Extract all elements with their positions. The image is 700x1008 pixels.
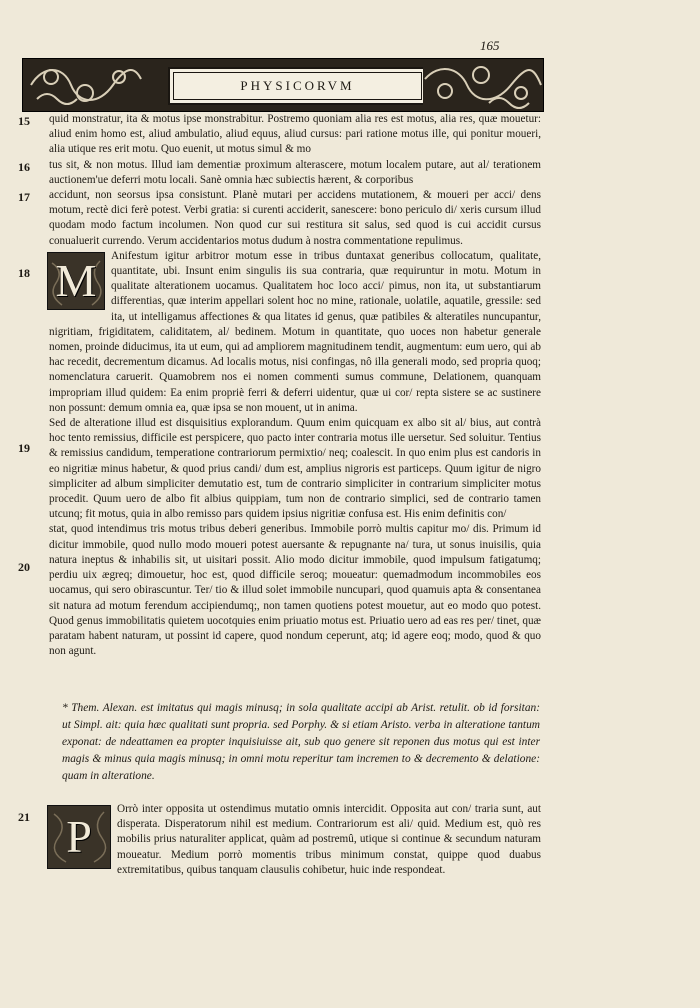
paragraph bbox=[49, 249, 541, 416]
paragraph: quid monstratur, ita & motus ipse monstrabitur. Postremo quoniam alia res est motus, alia res, quæ mouetur: aliud enim homo est, aliud ambulatio, aliud equus, aliud cursus: pari ratione motus ille, qui ponitur moueri, alia utique res erit motu. Quo euenit, ut motus simul & mo bbox=[49, 113, 541, 156]
margin-number: 17 bbox=[18, 190, 30, 204]
dropcap-p bbox=[47, 805, 111, 869]
paragraph: stat, quod intendimus tris motus tribus deberi generibus. Immobile porrò multis capitur mo/ dis. Primum id dicitur immobile, quod nullo modo moueri potest auersante & repugnante na/ tura, ut sonus inuisilis, quia natura ineptus & inhabilis sit, ut uisitari possit. Alio modo dicitur immobile, quod impulsum fatigatumq; perdiu uix ægreq; dimouetur, hoc est, quod difficile seroq; moueatur: quemadmodum incommobiles eos uocamus, qui sero obirascuntur. Ter/ tio & illud solet immobile nuncupari, quod quamuis apta & consentanea sit natura ad motum ferendum accipiendumq;, non tamen quotiens potest mouetur, aut eo modo quo potest. Quod genus immobilitatis quietem uocotquies enim priuatio motus est. Priuatio uero ad eas res per/ tinet, quæ paratam habent naturam, ut possint id capere, quod nondum ceperunt, atq; id agere eoq; modo, quod & quo non agunt. bbox=[49, 523, 541, 658]
annotation-note: * Them. Alexan. est imitatus qui magis minusq; in sola qualitate accipi ab Arist. retulit. ob id forsitan: ut Simpl. ait: quia hæc qualitati sunt propria. sed Porphy. & si etiam Aristo. verba in alteratione tantum exponat: de ndeattamen ea propter inquisiuisse ait, sub quo genere sit reponen dus motus qui est inter magis & minus quia magis minusq; in omni motu reperitur tam incremen to & decremento & delatione: quam in alteratione. bbox=[62, 702, 540, 782]
margin-number: 15 bbox=[18, 114, 30, 128]
paragraph: accidunt, non seorsus ipsa consistunt. Planè mutari per accidens mutationem, & moueri per acci/ dens motum, rectè dici ferè potest. Verbi gratia: si curenti acciderit, sanescere: bono periculo di/ xeris cursum illud quodam modo factum incolumen. Non quod cur sui restitura sit salus, sed quod is cui accidit cursus conualuerit currendo. Verum accidentarios motus dudum à nostra commentatione repulimus. bbox=[49, 189, 541, 247]
dropcap-letter: P bbox=[66, 811, 92, 862]
margin-number: 18 bbox=[18, 266, 30, 280]
page-number: 165 bbox=[480, 38, 500, 53]
ornamental-header bbox=[22, 58, 544, 112]
paragraph-text: Orrò inter opposita ut ostendimus mutatio omnis intercidit. Opposita aut con/ traria sunt, aut disperata. Disperatorum nihil est medium. Contrariorum est ali/ quid. Medium est, quò res mobilis prius naturaliter applicat, quàm ad postremû, utique si continue & secundum naturam moueatur. Medium porrò momentis tribus minimum constat, quippe quod duabus extremitatibus, quibus tanquam clausulis cohibetur, huic inde respondeat. bbox=[117, 803, 541, 876]
paragraph-text: Anifestum igitur arbitror motum esse in tribus duntaxat generibus collocatum, qualitate, quantitate, ubi. Insunt enim singulis iis sua contraria, quæ requiruntur in motu. Motum in qualitate alterationem uocamus. Qualitatem hoc loco acci/ pimus, non ita, ut substantiarum differentias, quæ interim appellari solent hoc no mine, rationale, uolatile, aquatile, gressile: sed ita, ut intelligamus affectiones & qua litates id genus, quæ patibiles & alteratiles nuncupantur, nigritiam, frigiditatem, caliditatem, al/ bedinem. Motum in quantitate, quo uoces non habetur generale nomen, proinde diducimus, ita ut eum, qui ad ampliorem magnitudinem tendit, augmentum: eum uero, qui ab hac recedit, decrementum dicamus. Ad localis motus, nisi confingas, nô illa generali modo, sed propria quoq; nomenclatura caruerit. Quamobrem nos ei nomen commenti sumus commune, Delationem, quanquam impropriam illud quidem: Ea enim propriè ferri & deferri uidentur, quæ ui cor/ repta sistere se ac sustinere non possunt: demum omnia ea, quæ ipsa se non mouent, ut in anima. bbox=[49, 249, 541, 414]
dropcap-letter: M bbox=[55, 254, 97, 306]
running-head: PHYSICORVM bbox=[240, 78, 355, 93]
foliage-ornament-icon bbox=[23, 59, 143, 111]
margin-number: 21 bbox=[18, 810, 30, 824]
main-text bbox=[49, 112, 541, 659]
margin-number: 19 bbox=[18, 441, 30, 455]
paragraph: tus sit, & non motus. Illud iam dementiæ proximum alterascere, motum localem putare, aut al/ terationem auctionem'ue deferri motu locali. Sanè omnia hæc subiectis hærent, & corporibus bbox=[49, 158, 541, 186]
running-head-box bbox=[168, 67, 427, 105]
section-two bbox=[49, 802, 541, 878]
paragraph: Sed de alteratione illud est disquisitius explorandum. Quum enim quicquam ex albo sit al/ bius, aut contrà hoc tento remissius, difficile est perspicere, quo pacto inter contraria motus ille uersetur. Sed soluitur. Tentius & remissius candidum, temperatione contrariorum permixtio/ neq; coalescit. In quo enim plus est candoris in eo nigritiæ minus habetur, & quod prius candi/ dum est, amplius nigroris est particeps. Quum igitur de nigro simpliciter ad album simpliciter demutatio est, tum de contrario simpliciter in contrarium simpliciter motus procedit. Quum uero de albo fit albius quippiam, tum non de contrario simplici, sed de contrario tamen utcunq; fit motus, quia in albo remisso pars quidem ipsius nigritiæ confusa est. His enim definitis con/ bbox=[49, 417, 541, 521]
margin-number: 16 bbox=[18, 160, 30, 174]
dropcap-m bbox=[47, 252, 105, 310]
foliage-ornament-icon bbox=[423, 59, 543, 111]
margin-number: 20 bbox=[18, 560, 30, 574]
